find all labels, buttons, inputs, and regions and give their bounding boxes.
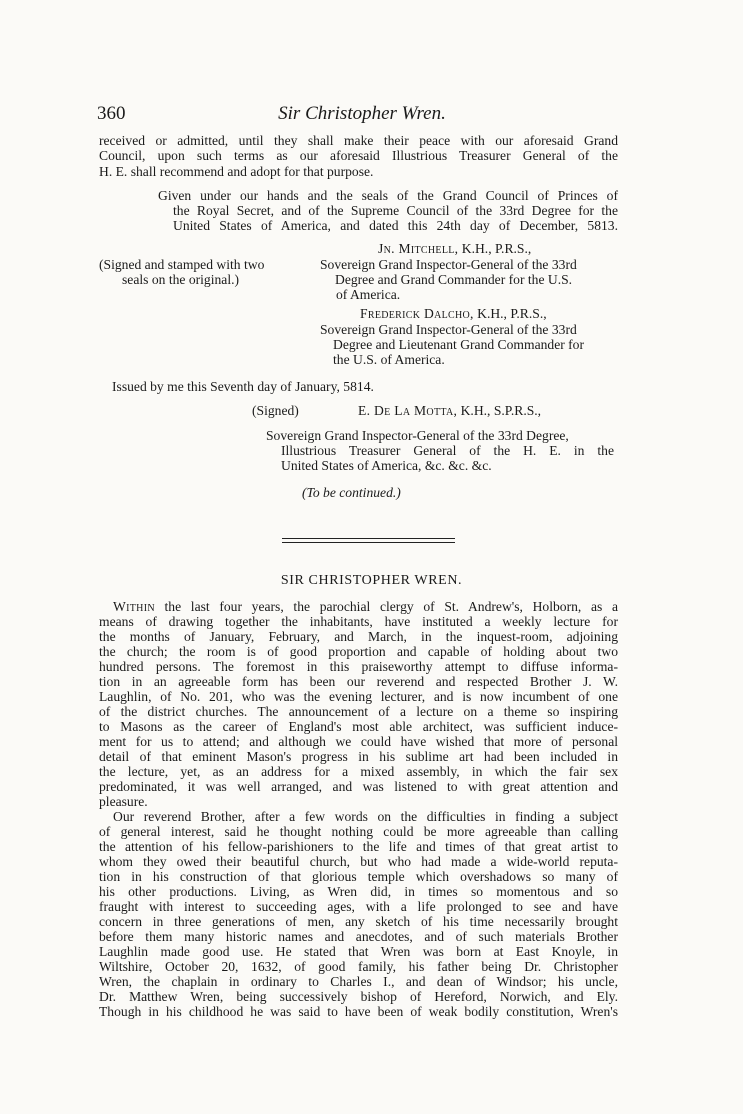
issued-line: Issued by me this Seventh day of January, 5814. — [112, 379, 374, 394]
signed-label: (Signed) — [252, 403, 299, 418]
body-line: pleasure. — [99, 794, 148, 809]
body-line: the months of January, February, and March, in the inquest-room, adjoining — [99, 629, 618, 644]
body-line: his other productions. Living, as Wren did, in times so momentous and so — [99, 884, 618, 899]
continuation-line: Council, upon such terms as our aforesaid Illustrious Treasurer General of the — [99, 148, 618, 163]
given-line: Given under our hands and the seals of the Grand Council of Princes of — [158, 188, 618, 203]
signatory-name: Jn. Mitchell, — [378, 241, 459, 256]
body-line: before them many historic names and anecdotes, and of such materials Brother — [99, 929, 618, 944]
signatory-name: E. De La Motta, — [358, 403, 458, 418]
body-line: predominated, it was well arranged, and was listened to with great attention and — [99, 779, 618, 794]
signatory-honours: K.H., S.P.R.S., — [460, 403, 542, 418]
given-line: United States of America, and dated this 24th day of December, 5813. — [173, 218, 618, 233]
signatory-title-line: Sovereign Grand Inspector-General of the 33rd — [320, 257, 577, 272]
body-line: whom they owed their beautiful church, but who had made a wide-world reputa- — [99, 854, 618, 869]
body-line: hundred persons. The foremost in this praiseworthy attempt to diffuse informa- — [99, 659, 618, 674]
signatory-title-line: United States of America, &c. &c. &c. — [281, 458, 492, 473]
body-line: Wren, the chaplain in ordinary to Charles I., and dean of Windsor; his uncle, — [99, 974, 618, 989]
to-be-continued: (To be continued.) — [302, 485, 401, 500]
body-line: Wiltshire, October 20, 1632, of good family, his father being Dr. Christopher — [99, 959, 618, 974]
continuation-line: received or admitted, until they shall make their peace with our aforesaid Grand — [99, 133, 618, 148]
signatory-honours: K.H., P.R.S., — [477, 306, 547, 321]
signatory-title-line: Illustrious Treasurer General of the H. E. in the — [281, 443, 614, 458]
body-line: fraught with interest to succeeding ages, with a life prolonged to see and have — [99, 899, 618, 914]
body-line: ment for us to attend; and although we could have wished that more of personal — [99, 734, 618, 749]
section-rule — [282, 542, 455, 543]
signatory-title-line: of America. — [336, 287, 401, 302]
signatory-title-line: Degree and Lieutenant Grand Commander for — [333, 337, 585, 352]
seal-note: (Signed and stamped with two — [99, 257, 265, 272]
body-line: means of drawing together the inhabitants, have instituted a weekly lecture for — [99, 614, 618, 629]
body-line: concern in three generations of men, any sketch of his time necessarily brought — [99, 914, 618, 929]
given-line: the Royal Secret, and of the Supreme Council of the 33rd Degree for the — [173, 203, 618, 218]
signatory-honours: K.H., P.R.S., — [461, 241, 532, 256]
seal-note: seals on the original.) — [122, 272, 240, 287]
signatory-title-line: Sovereign Grand Inspector-General of the 33rd — [320, 322, 577, 337]
page-header — [97, 103, 627, 127]
body-line: of the district churches. The announcement of a lecture on a theme so inspiring — [99, 704, 618, 719]
signatory-title-line: the U.S. of America. — [333, 352, 445, 367]
continuation-line: H. E. shall recommend and adopt for that purpose. — [99, 164, 374, 179]
signatory-title-line: Sovereign Grand Inspector-General of the 33rd Degree, — [266, 428, 569, 443]
signatory-name: Frederick Dalcho, — [360, 306, 474, 321]
signatory-mitchell — [378, 241, 531, 256]
body-line: Laughlin made good use. He stated that Wren was born at East Knoyle, in — [99, 944, 618, 959]
article-title: SIR CHRISTOPHER WREN. — [280, 573, 463, 588]
body-line: of general interest, said he thought nothing could be more agreeable than calling — [99, 824, 618, 839]
body-line: Though in his childhood he was said to have been of weak bodily constitution, Wren's — [99, 1004, 618, 1019]
signatory-de-la-motta — [358, 403, 541, 418]
body-line: tion in an agreeable form has been our reverend and respected Brother J. W. — [99, 674, 618, 689]
body-line: Dr. Matthew Wren, being successively bishop of Hereford, Norwich, and Ely. — [99, 989, 618, 1004]
signatory-dalcho — [360, 306, 547, 321]
body-line: the lecture, yet, as an address for a mixed assembly, in which the fair sex — [99, 764, 618, 779]
signatory-title-line: Degree and Grand Commander for the U.S. — [335, 272, 573, 287]
body-line: Laughlin, of No. 201, who was the evening lecturer, and is now incumbent of one — [99, 689, 618, 704]
body-line: Within the last four years, the parochial clergy of St. Andrew's, Holborn, as a — [113, 599, 618, 614]
body-line: detail of that eminent Mason's progress in his sublime art had been included in — [99, 749, 618, 764]
body-line: tion in his construction of that glorious temple which overshadows so many of — [99, 869, 618, 884]
body-line: the attention of his fellow-parishioners to the life and times of that great artist to — [99, 839, 618, 854]
page-number: 360 — [97, 103, 126, 124]
drop-word: Within — [113, 599, 155, 614]
running-title: Sir Christopher Wren. — [278, 103, 446, 124]
body-line: to Masons as the career of England's most able architect, was sufficient induce- — [99, 719, 618, 734]
body-line: the church; the room is of good proportion and capable of holding about two — [99, 644, 618, 659]
section-rule — [282, 538, 455, 539]
body-line: Our reverend Brother, after a few words on the difficulties in finding a subject — [113, 809, 618, 824]
